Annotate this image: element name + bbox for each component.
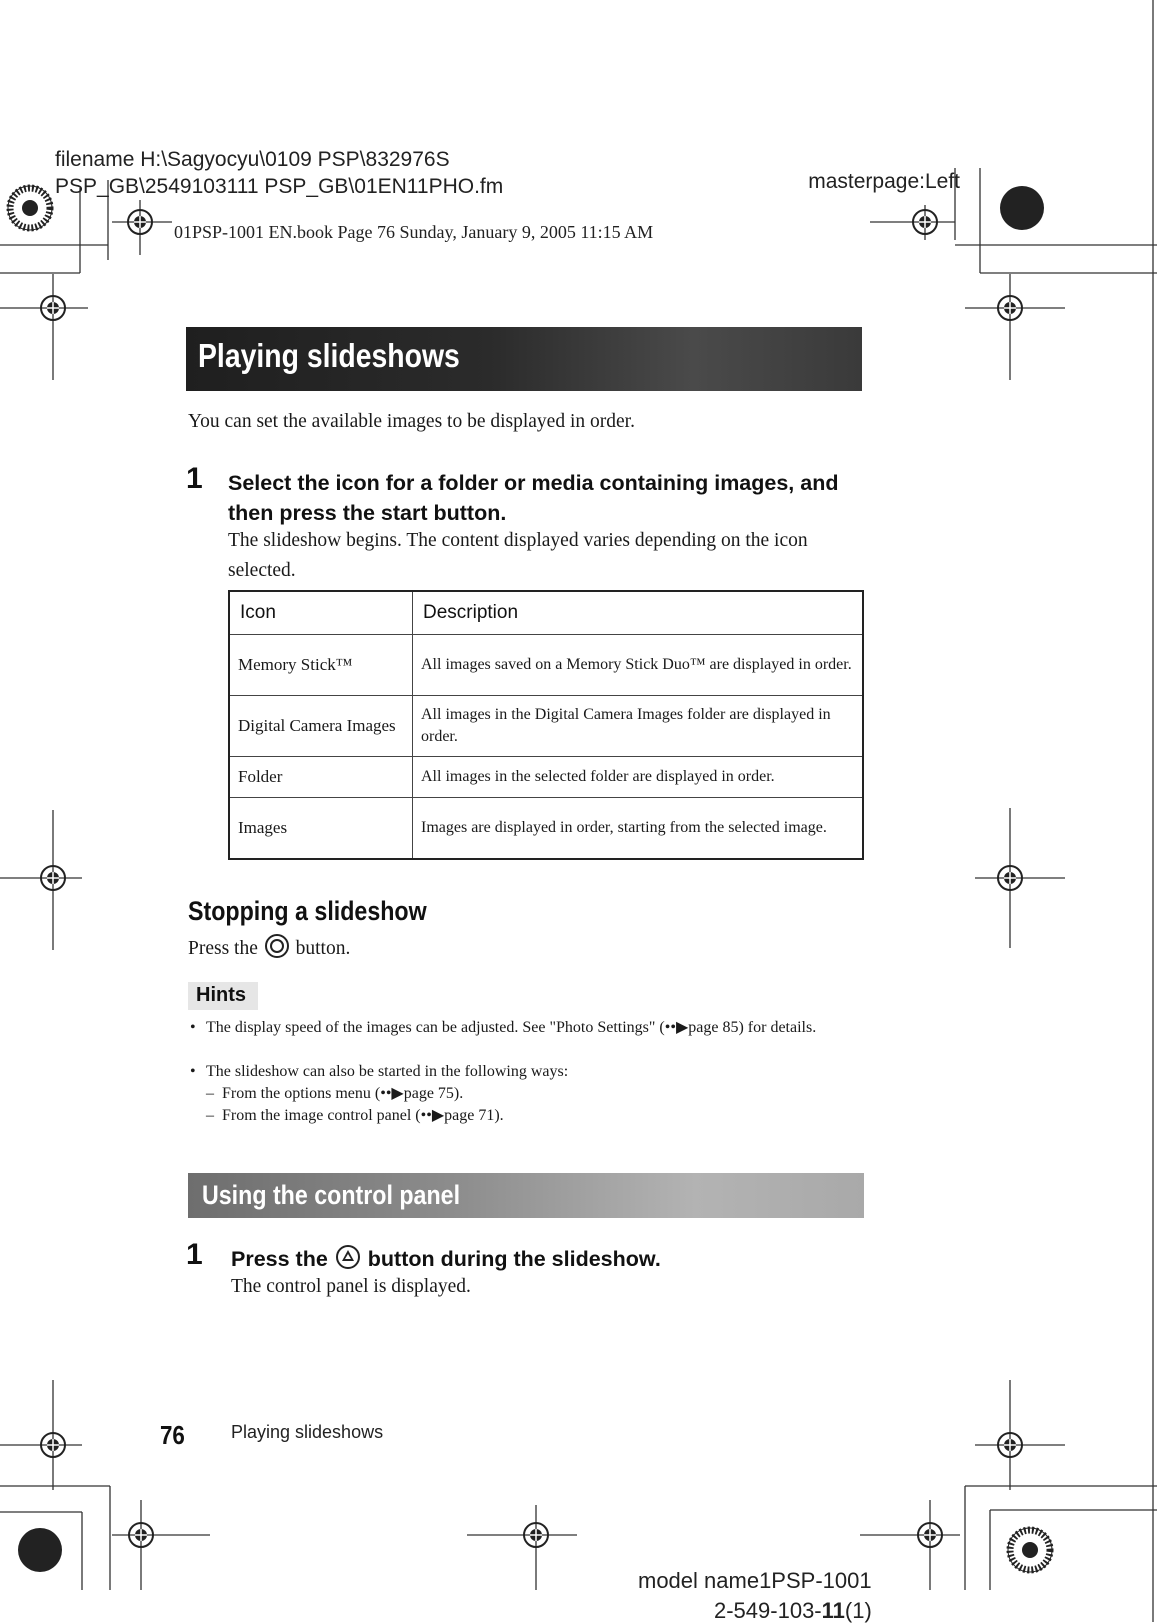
header-masterpage: masterpage:Left [808, 170, 960, 193]
header-book-info: 01PSP-1001 EN.book Page 76 Sunday, January 9, 2005 11:15 AM [174, 222, 654, 242]
hint-subitem-text: From the options menu (••▶page 75). [222, 1085, 464, 1102]
table-row [229, 798, 863, 860]
table-cell-icon: Folder [229, 757, 413, 798]
table-cell-description: All images saved on a Memory Stick Duo™ are displayed in order. [413, 635, 864, 696]
table-header-row [229, 591, 863, 635]
step-description: The slideshow begins. The content displayed varies depending on the icon selected. [228, 530, 808, 581]
stopping-instruction [188, 934, 350, 960]
step-description: The control panel is displayed. [231, 1276, 471, 1297]
section-title-bar [186, 327, 862, 391]
footer-title: Playing slideshows [231, 1422, 384, 1442]
table-header-icon: Icon [229, 591, 413, 635]
section-title: Playing slideshows [198, 337, 460, 374]
model-name: model name1PSP-1001 [638, 1568, 872, 1593]
intro-text: You can set the available images to be displayed in order. [188, 411, 635, 432]
model-code-c: (1) [844, 1598, 872, 1623]
table-cell-description: All images in the selected folder are displayed in order. [413, 757, 864, 798]
table-cell-icon: Images [229, 798, 413, 860]
header-filename-line1: filename H:\Sagyocyu\0109 PSP\832976S [55, 148, 450, 171]
hint-item [190, 1061, 870, 1083]
hint-subitem [206, 1083, 463, 1105]
table-row [229, 696, 863, 757]
hints-label: Hints [196, 984, 246, 1006]
dash-icon: – [206, 1085, 214, 1102]
circle-button-icon [265, 934, 289, 958]
table-cell-description: All images in the Digital Camera Images folder are displayed in order. [413, 696, 864, 757]
hint-text: The slideshow can also be started in the following ways: [206, 1063, 569, 1080]
step-number: 1 [186, 462, 203, 495]
table-header-description: Description [413, 591, 864, 635]
step-title-after: button during the slideshow. [367, 1247, 661, 1271]
section-title-bar-secondary [188, 1173, 864, 1218]
hint-subitem [206, 1105, 504, 1127]
table-row [229, 757, 863, 798]
table-cell-icon: Digital Camera Images [229, 696, 413, 757]
header-filename-line2: PSP_GB\2549103111 PSP_GB\01EN11PHO.fm [55, 175, 504, 198]
triangle-button-icon [336, 1245, 360, 1269]
step-title-before: Press the [231, 1247, 328, 1271]
header-filename [55, 146, 503, 200]
stopping-text-before: Press the [188, 938, 258, 959]
section-title-secondary: Using the control panel [202, 1180, 461, 1210]
step-title: Select the icon for a folder or media containing images, and then press the start button. [228, 471, 839, 525]
model-code-b: 11 [821, 1598, 845, 1623]
model-code-a: 2-549-103- [714, 1598, 822, 1623]
stopping-text-after: button. [295, 938, 351, 959]
hint-item [190, 1017, 870, 1039]
table-row [229, 635, 863, 696]
bullet-icon: • [190, 1063, 196, 1080]
table-cell-icon: Memory Stick™ [229, 635, 413, 696]
step-title [231, 1245, 661, 1272]
bullet-icon: • [190, 1019, 196, 1036]
table-cell-description: Images are displayed in order, starting from the selected image. [413, 798, 864, 860]
hint-subitem-text: From the image control panel (••▶page 71). [222, 1107, 504, 1124]
step-number: 1 [186, 1238, 203, 1271]
subheading-stopping: Stopping a slideshow [188, 896, 427, 926]
page-number: 76 [160, 1420, 185, 1450]
model-code [714, 1598, 872, 1624]
hint-text: The display speed of the images can be adjusted. See "Photo Settings" (••▶page 85) for details. [206, 1019, 817, 1036]
icon-description-table [228, 590, 864, 860]
dash-icon: – [206, 1107, 214, 1124]
